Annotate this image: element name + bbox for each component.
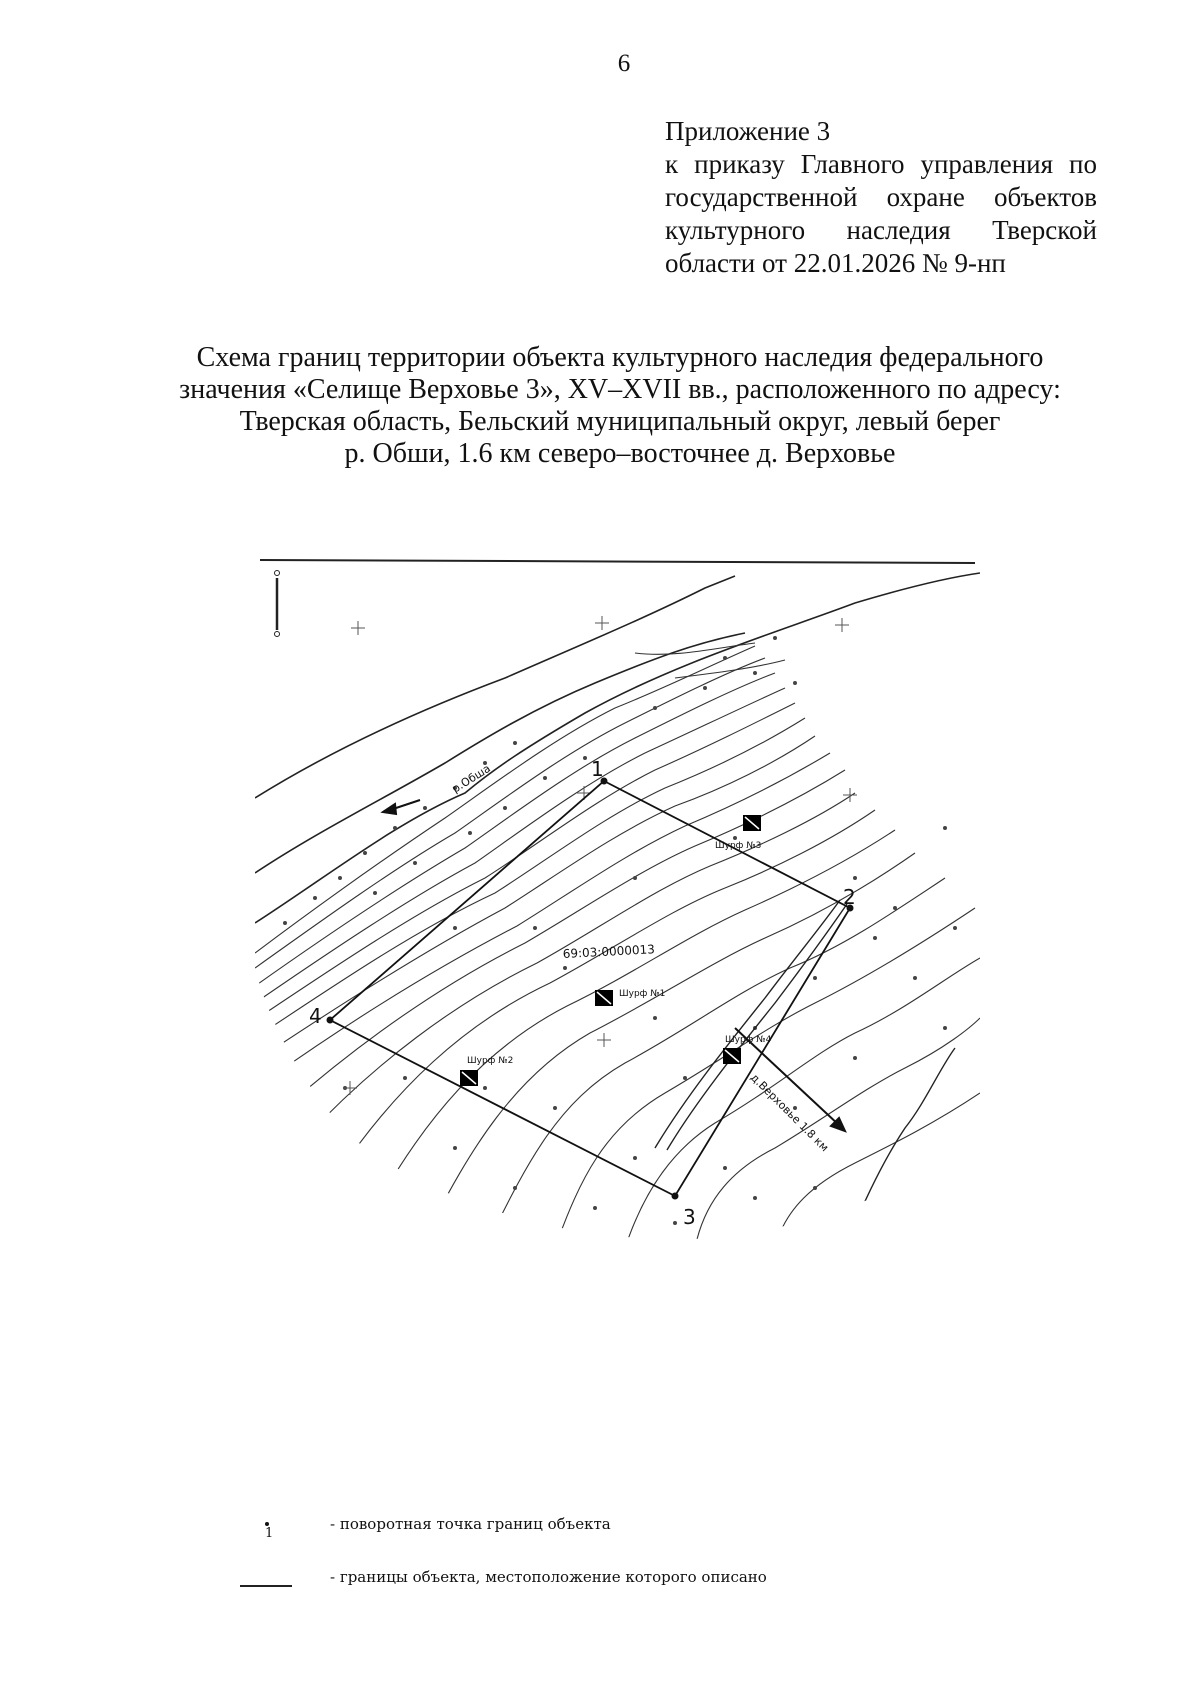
point-label-1: 1 [591, 757, 604, 781]
legend-boundary-text: - границы объекта, местоположение которого описано [330, 1568, 767, 1586]
map-frame-top [260, 560, 975, 563]
pit-label-4: Шурф №4 [725, 1035, 772, 1045]
appendix-line: области от 22.01.2026 № 9-нп [665, 248, 1006, 278]
road-lines [655, 900, 955, 1248]
north-arrow-icon [275, 571, 280, 637]
parcel-label: 69:03:0000013 [562, 942, 656, 961]
road-label: д.Верховье 1.8 км [747, 1070, 832, 1155]
point-label-4: 4 [309, 1004, 322, 1028]
document-title [120, 342, 1120, 470]
legend-turning-point-text: - поворотная точка границ объекта [330, 1515, 611, 1533]
point-label-3: 3 [683, 1205, 696, 1229]
boundary-scheme-map [255, 548, 980, 1248]
pit-label-1: Шурф №1 [619, 989, 666, 999]
river-flow-arrow [383, 800, 420, 814]
page-number: 6 [617, 50, 631, 77]
point-label-2: 2 [843, 885, 856, 909]
title-line: Схема границ территории объекта культурного наследия федерального [196, 342, 1044, 373]
title-line: Тверская область, Бельский муниципальный округ, левый берег [239, 406, 1001, 437]
pit-label-2: Шурф №2 [467, 1056, 514, 1066]
appendix-line: Приложение 3 [665, 116, 831, 146]
appendix-line: к приказу Главного управления по [665, 149, 1097, 179]
survey-points [283, 636, 957, 1225]
appendix-block [665, 115, 1097, 280]
river-label: р.Обша [449, 761, 493, 796]
river-bank-lines [255, 573, 980, 923]
title-line: р. Обши, 1.6 км северо–восточнее д. Верховье [344, 438, 896, 469]
legend-boundary-line-symbol [240, 1585, 292, 1587]
pit-label-3: Шурф №3 [715, 841, 762, 851]
legend-turning-point-symbol: 1 [265, 1511, 273, 1541]
appendix-line: культурного наследия Тверской [665, 215, 1097, 245]
appendix-line: государственной охране объектов [665, 182, 1097, 212]
title-line: значения «Селище Верховье 3», XV–XVII вв., расположенного по адресу: [179, 374, 1061, 405]
